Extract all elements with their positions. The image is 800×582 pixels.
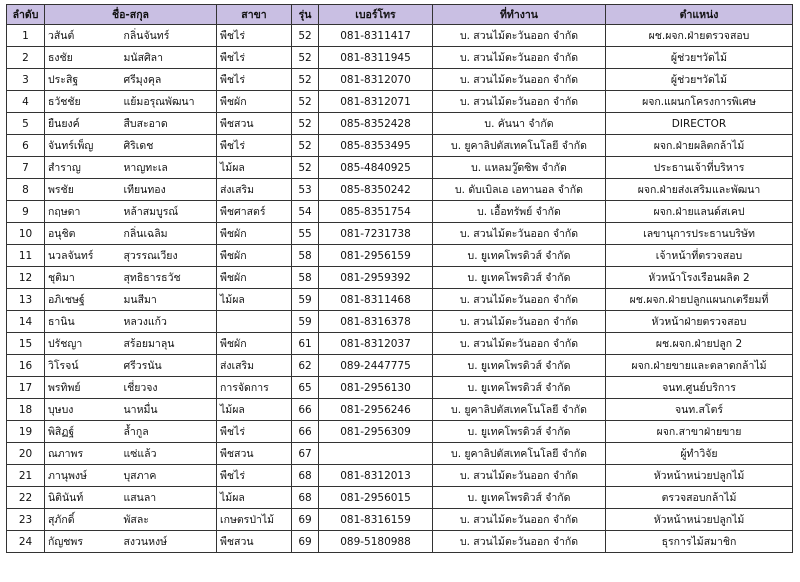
generation-cell: 66 [292,399,319,421]
workplace-cell: บ. สวนไม้ตะวันออก จำกัด [433,47,606,69]
workplace-cell: บ. ยูเทคโพรดิวส์ จำกัด [433,377,606,399]
branch-cell [217,311,292,333]
first-name-cell: พรทิพย์ [45,377,121,399]
branch-cell: พืชสวน [217,113,292,135]
position-cell: ตรวจสอบกล้าไม้ [606,487,793,509]
first-name-cell: ชุติมา [45,267,121,289]
last-name-cell: มนสีมา [121,289,217,311]
branch-cell: พืชไร่ [217,25,292,47]
last-name-cell: ล้ำกูล [121,421,217,443]
row-number: 16 [7,355,45,377]
last-name-cell: เทียนทอง [121,179,217,201]
branch-cell: ไม้ผล [217,487,292,509]
generation-cell: 52 [292,69,319,91]
phone-cell: 081-8316378 [319,311,433,333]
first-name-cell: พิสิฏฐ์ [45,421,121,443]
generation-cell: 52 [292,47,319,69]
first-name-cell: พรชัย [45,179,121,201]
first-name-cell: สุภักดิ์ [45,509,121,531]
table-row [7,91,793,113]
table-row [7,113,793,135]
branch-cell: ส่งเสริม [217,179,292,201]
workplace-cell: บ. ยูเทคโพรดิวส์ จำกัด [433,421,606,443]
phone-cell: 085-8353495 [319,135,433,157]
position-cell: ผจก.ฝ่ายขายและตลาดกล้าไม้ [606,355,793,377]
alumni-table [6,4,793,553]
row-number: 1 [7,25,45,47]
phone-cell: 081-8312070 [319,69,433,91]
position-cell: ผจก.สาขาฝ่ายขาย [606,421,793,443]
row-number: 23 [7,509,45,531]
position-cell: ผจก.ฝ่ายแลนด์สเคป [606,201,793,223]
table-row [7,157,793,179]
position-cell: ผู้ช่วยฯวัดไม้ [606,69,793,91]
generation-cell: 68 [292,487,319,509]
phone-cell: 081-8312037 [319,333,433,355]
table-row [7,531,793,553]
last-name-cell: มนัสศิลา [121,47,217,69]
branch-cell: พืชสวน [217,531,292,553]
row-number: 10 [7,223,45,245]
phone-cell: 081-2956309 [319,421,433,443]
generation-cell: 58 [292,245,319,267]
phone-cell: 089-2447775 [319,355,433,377]
generation-cell: 52 [292,113,319,135]
generation-cell: 66 [292,421,319,443]
branch-cell: พืชศาสตร์ [217,201,292,223]
position-cell: หัวหน้าฝ่ายตรวจสอบ [606,311,793,333]
workplace-cell: บ. ยูคาลิปตัสเทคโนโลยี จำกัด [433,399,606,421]
last-name-cell: ศิริเดช [121,135,217,157]
row-number: 11 [7,245,45,267]
first-name-cell: กัญชพร [45,531,121,553]
generation-cell: 52 [292,157,319,179]
branch-cell: เกษตรป่าไม้ [217,509,292,531]
header-branch: สาขา [217,5,292,25]
row-number: 19 [7,421,45,443]
workplace-cell: บ. สวนไม้ตะวันออก จำกัด [433,311,606,333]
row-number: 3 [7,69,45,91]
table-row [7,245,793,267]
branch-cell: พืชผัก [217,245,292,267]
workplace-cell: บ. สวนไม้ตะวันออก จำกัด [433,91,606,113]
branch-cell: ส่งเสริม [217,355,292,377]
phone-cell: 089-5180988 [319,531,433,553]
branch-cell: พืชผัก [217,91,292,113]
row-number: 8 [7,179,45,201]
table-row [7,311,793,333]
row-number: 5 [7,113,45,135]
row-number: 13 [7,289,45,311]
table-row [7,333,793,355]
last-name-cell: สุวรรณเวียง [121,245,217,267]
row-number: 6 [7,135,45,157]
table-row [7,47,793,69]
header-name: ชื่อ-สกุล [45,5,217,25]
row-number: 17 [7,377,45,399]
phone-cell: 081-2956015 [319,487,433,509]
generation-cell: 52 [292,25,319,47]
last-name-cell: เชี่ยวจง [121,377,217,399]
phone-cell: 081-8311417 [319,25,433,47]
workplace-cell: บ. สวนไม้ตะวันออก จำกัด [433,69,606,91]
table-row [7,179,793,201]
position-cell: ผช.ผจก.ฝ่ายปลูก 2 [606,333,793,355]
header-phone: เบอร์โทร [319,5,433,25]
phone-cell: 081-8316159 [319,509,433,531]
position-cell: ผจก.ฝ่ายผลิตกล้าไม้ [606,135,793,157]
phone-cell: 081-8312013 [319,465,433,487]
workplace-cell: บ. แหลมวู๊ดซิพ จำกัด [433,157,606,179]
first-name-cell: อภิเชษฐ์ [45,289,121,311]
last-name-cell: ศรีวรนัน [121,355,217,377]
row-number: 7 [7,157,45,179]
generation-cell: 52 [292,135,319,157]
workplace-cell: บ. สวนไม้ตะวันออก จำกัด [433,25,606,47]
generation-cell: 61 [292,333,319,355]
table-row [7,223,793,245]
position-cell: หัวหน้าหน่วยปลูกไม้ [606,509,793,531]
branch-cell: พืชสวน [217,443,292,465]
phone-cell [319,443,433,465]
position-cell: ธุรการไม้สมาชิก [606,531,793,553]
last-name-cell: สืบสะอาด [121,113,217,135]
row-number: 24 [7,531,45,553]
table-row [7,399,793,421]
phone-cell: 085-8350242 [319,179,433,201]
generation-cell: 67 [292,443,319,465]
first-name-cell: กฤษดา [45,201,121,223]
workplace-cell: บ. คันนา จำกัด [433,113,606,135]
branch-cell: พืชไร่ [217,421,292,443]
last-name-cell: หาญทะเล [121,157,217,179]
phone-cell: 081-8312071 [319,91,433,113]
generation-cell: 58 [292,267,319,289]
phone-cell: 085-8352428 [319,113,433,135]
branch-cell: พืชผัก [217,333,292,355]
table-row [7,289,793,311]
branch-cell: ไม้ผล [217,157,292,179]
branch-cell: ไม้ผล [217,289,292,311]
generation-cell: 69 [292,531,319,553]
generation-cell: 59 [292,311,319,333]
position-cell: เจ้าหน้าที่ตรวจสอบ [606,245,793,267]
row-number: 14 [7,311,45,333]
generation-cell: 68 [292,465,319,487]
workplace-cell: บ. ดับเบิลเอ เอทานอล จำกัด [433,179,606,201]
table-header-row [7,5,793,25]
branch-cell: พืชไร่ [217,69,292,91]
last-name-cell: แซ่แล้ว [121,443,217,465]
branch-cell: พืชไร่ [217,135,292,157]
row-number: 4 [7,91,45,113]
workplace-cell: บ. ยูเทคโพรดิวส์ จำกัด [433,355,606,377]
table-row [7,487,793,509]
workplace-cell: บ. สวนไม้ตะวันออก จำกัด [433,509,606,531]
last-name-cell: หลวงแก้ว [121,311,217,333]
table-row [7,465,793,487]
workplace-cell: บ. สวนไม้ตะวันออก จำกัด [433,289,606,311]
last-name-cell: ศรีมุงคุล [121,69,217,91]
last-name-cell: สุทธิธารธวัช [121,267,217,289]
generation-cell: 54 [292,201,319,223]
table-row [7,25,793,47]
branch-cell: พืชไร่ [217,47,292,69]
generation-cell: 69 [292,509,319,531]
table-row [7,421,793,443]
phone-cell: 081-2959392 [319,267,433,289]
last-name-cell: แย้มอรุณพัฒนา [121,91,217,113]
workplace-cell: บ. สวนไม้ตะวันออก จำกัด [433,465,606,487]
last-name-cell: พัสละ [121,509,217,531]
header-no: ลำดับ [7,5,45,25]
table-row [7,377,793,399]
phone-cell: 081-2956159 [319,245,433,267]
phone-cell: 081-8311468 [319,289,433,311]
generation-cell: 55 [292,223,319,245]
generation-cell: 53 [292,179,319,201]
phone-cell: 081-2956130 [319,377,433,399]
position-cell: หัวหน้าโรงเรือนผลิต 2 [606,267,793,289]
last-name-cell: สร้อยมาลุน [121,333,217,355]
row-number: 20 [7,443,45,465]
table-body [7,25,793,553]
first-name-cell: วสันต์ [45,25,121,47]
branch-cell: ไม้ผล [217,399,292,421]
table-row [7,69,793,91]
table-row [7,135,793,157]
position-cell: เลขานุการประธานบริษัท [606,223,793,245]
first-name-cell: วิโรจน์ [45,355,121,377]
first-name-cell: ธวัชชัย [45,91,121,113]
last-name-cell: หล้าสมบูรณ์ [121,201,217,223]
phone-cell: 081-2956246 [319,399,433,421]
first-name-cell: นิตินันท์ [45,487,121,509]
generation-cell: 65 [292,377,319,399]
first-name-cell: บุษบง [45,399,121,421]
workplace-cell: บ. ยูเทคโพรดิวส์ จำกัด [433,245,606,267]
alumni-table-container [6,4,792,553]
position-cell: ผช.ผจก.ฝ่ายตรวจสอบ [606,25,793,47]
position-cell: ผช.ผจก.ฝ่ายปลูกแผนกเตรียมที่ [606,289,793,311]
branch-cell: พืชผัก [217,223,292,245]
table-row [7,267,793,289]
workplace-cell: บ. สวนไม้ตะวันออก จำกัด [433,333,606,355]
first-name-cell: ปรัชญา [45,333,121,355]
generation-cell: 59 [292,289,319,311]
header-position: ตำแหน่ง [606,5,793,25]
first-name-cell: ณภาพร [45,443,121,465]
row-number: 9 [7,201,45,223]
last-name-cell: สงวนหงษ์ [121,531,217,553]
workplace-cell: บ. เอื้อทรัพย์ จำกัด [433,201,606,223]
generation-cell: 52 [292,91,319,113]
workplace-cell: บ. ยูเทคโพรดิวส์ จำกัด [433,267,606,289]
first-name-cell: ภานุพงษ์ [45,465,121,487]
position-cell: ผู้ช่วยฯวัดไม้ [606,47,793,69]
row-number: 2 [7,47,45,69]
header-workplace: ที่ทำงาน [433,5,606,25]
position-cell: ประธานเจ้าที่บริหาร [606,157,793,179]
position-cell: จนท.สโตร์ [606,399,793,421]
table-row [7,201,793,223]
row-number: 15 [7,333,45,355]
row-number: 12 [7,267,45,289]
position-cell: ผจก.แผนกโครงการพิเศษ [606,91,793,113]
first-name-cell: ธานิน [45,311,121,333]
branch-cell: พืชผัก [217,267,292,289]
first-name-cell: อนุชิต [45,223,121,245]
position-cell: DIRECTOR [606,113,793,135]
generation-cell: 62 [292,355,319,377]
row-number: 18 [7,399,45,421]
position-cell: ผู้ทำวิจัย [606,443,793,465]
table-row [7,355,793,377]
phone-cell: 081-7231738 [319,223,433,245]
last-name-cell: นาหมื่น [121,399,217,421]
row-number: 22 [7,487,45,509]
last-name-cell: แสนลา [121,487,217,509]
workplace-cell: บ. ยูเทคโพรดิวส์ จำกัด [433,487,606,509]
workplace-cell: บ. ยูคาลิปตัสเทคโนโลยี จำกัด [433,443,606,465]
first-name-cell: จันทร์เพ็ญ [45,135,121,157]
workplace-cell: บ. ยูคาลิปตัสเทคโนโลยี จำกัด [433,135,606,157]
workplace-cell: บ. สวนไม้ตะวันออก จำกัด [433,531,606,553]
last-name-cell: บุสภาค [121,465,217,487]
position-cell: ผจก.ฝ่ายส่งเสริมและพัฒนา [606,179,793,201]
phone-cell: 085-4840925 [319,157,433,179]
position-cell: หัวหน้าหน่วยปลูกไม้ [606,465,793,487]
first-name-cell: นวลจันทร์ [45,245,121,267]
branch-cell: การจัดการ [217,377,292,399]
first-name-cell: ธงชัย [45,47,121,69]
last-name-cell: กลิ่นเฉลิม [121,223,217,245]
table-row [7,443,793,465]
first-name-cell: ประสิฐ [45,69,121,91]
branch-cell: พืชไร่ [217,465,292,487]
workplace-cell: บ. สวนไม้ตะวันออก จำกัด [433,223,606,245]
row-number: 21 [7,465,45,487]
phone-cell: 081-8311945 [319,47,433,69]
first-name-cell: ยืนยงค์ [45,113,121,135]
phone-cell: 085-8351754 [319,201,433,223]
last-name-cell: กลิ่นจันทร์ [121,25,217,47]
position-cell: จนท.ศูนย์บริการ [606,377,793,399]
first-name-cell: สำราญ [45,157,121,179]
table-row [7,509,793,531]
header-generation: รุ่น [292,5,319,25]
